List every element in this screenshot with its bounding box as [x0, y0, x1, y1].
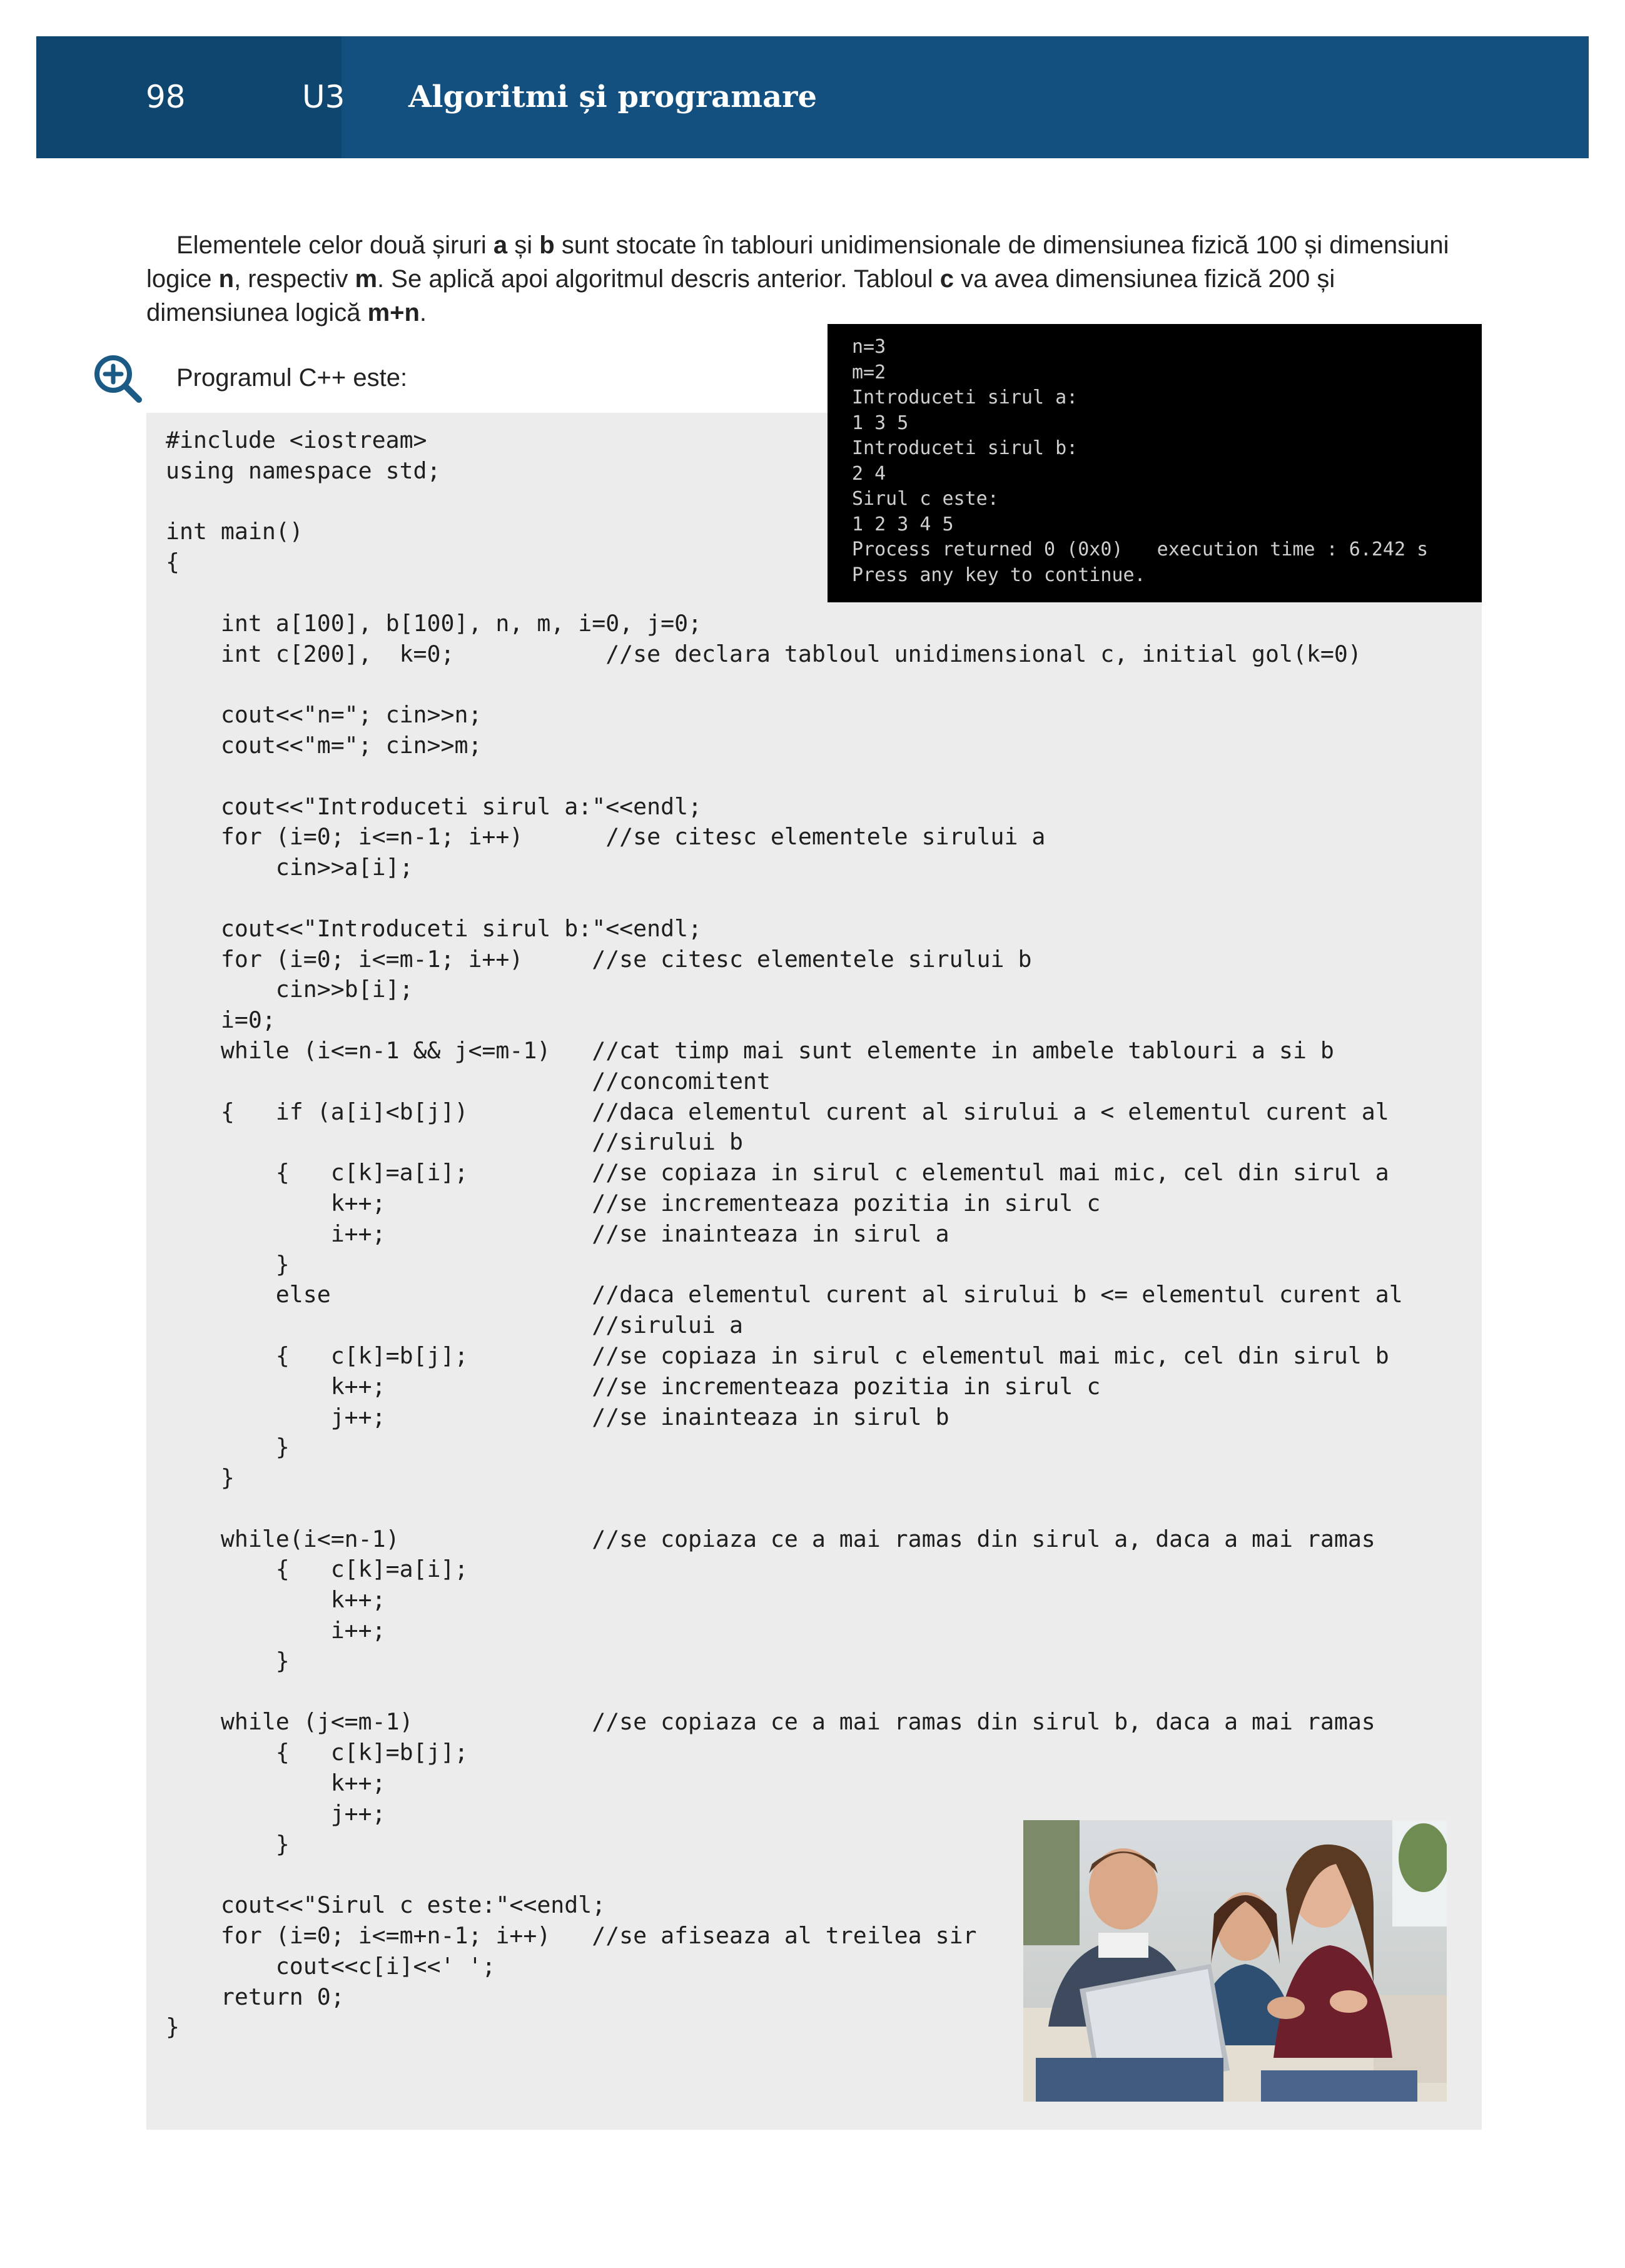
zoom-in-icon[interactable]	[93, 353, 143, 403]
console-output: n=3 m=2 Introduceti sirul a: 1 3 5 Introduceti sirul b: 2 4 Sirul c este: 1 2 3 4 5 Process returned 0 (0x0) execution time : 6.242 s Press any key to continue.	[852, 336, 1429, 586]
unit-label: U3	[302, 79, 345, 115]
page-header	[36, 36, 1589, 158]
header-left-block	[36, 36, 342, 158]
code-listing: #include <iostream> using namespace std; int main() { int a[100], b[100], n, m, i=0, j=0; int c[200], k=0; //se declara tabloul unidimensional c, initial gol(k=0) cout<<"n="; cin>>n; cout<<"m="; cin>>m; cout<<"Introduceti sirul a:"<<endl; for (i=0; i<=n-1; i++) //se citesc elementele sirului a cin>>a[i]; cout<<"Introduceti sirul b:"<<endl; for (i=0; i<=m-1; i++) //se citesc elementele sirului b cin>>b[i]; i=0; while (i<=n-1 && j<=m-1) //cat timp mai sunt elemente in ambele tablouri a si b //concomitent { if (a[i]<b[j]) //daca elementul curent al sirului a < elementul curent al //sirului b { c[k]=a[i]; //se copiaza in sirul c elementul mai mic, cel din sirul a k++; //se incrementeaza pozitia in sirul c i++; //se inainteaza in sirul a } else //daca elementul curent al sirului b <= elementul curent al //sirului a { c[k]=b[j]; //se copiaza in sirul c elementul mai mic, cel din sirul b k++; //se incrementeaza pozitia in sirul c j++; //se inainteaza in sirul b } } while(i<=n-1) //se copiaza ce a mai ramas din sirul a, daca a mai ramas { c[k]=a[i]; k++; i++; } while (j<=m-1) //se copiaza ce a mai ramas din sirul b, daca a mai ramas { c[k]=b[j]; k++; j++; } cout<<"Sirul c este:"<<endl; for (i=0; i<=m+n-1; i++) //se afiseaza al treilea sir cout<<c[i]<<' '; return 0; }	[166, 427, 1403, 2041]
chapter-title: Algoritmi și programare	[408, 79, 817, 114]
program-label: Programul C++ este:	[176, 364, 408, 392]
page-number: 98	[146, 79, 186, 115]
intro-paragraph: Elementele celor două șiruri a și b sunt stocate în tablouri unidimensionale de dimensiunea fizică 100 și dimensiuni logice n, respectiv m. Se aplică apoi algoritmul descris anterior. Tabloul c va avea dimensiunea fizică 200 și dimensiunea logică m+n.	[146, 231, 1449, 327]
photo-people-laptop	[1023, 1820, 1447, 2102]
